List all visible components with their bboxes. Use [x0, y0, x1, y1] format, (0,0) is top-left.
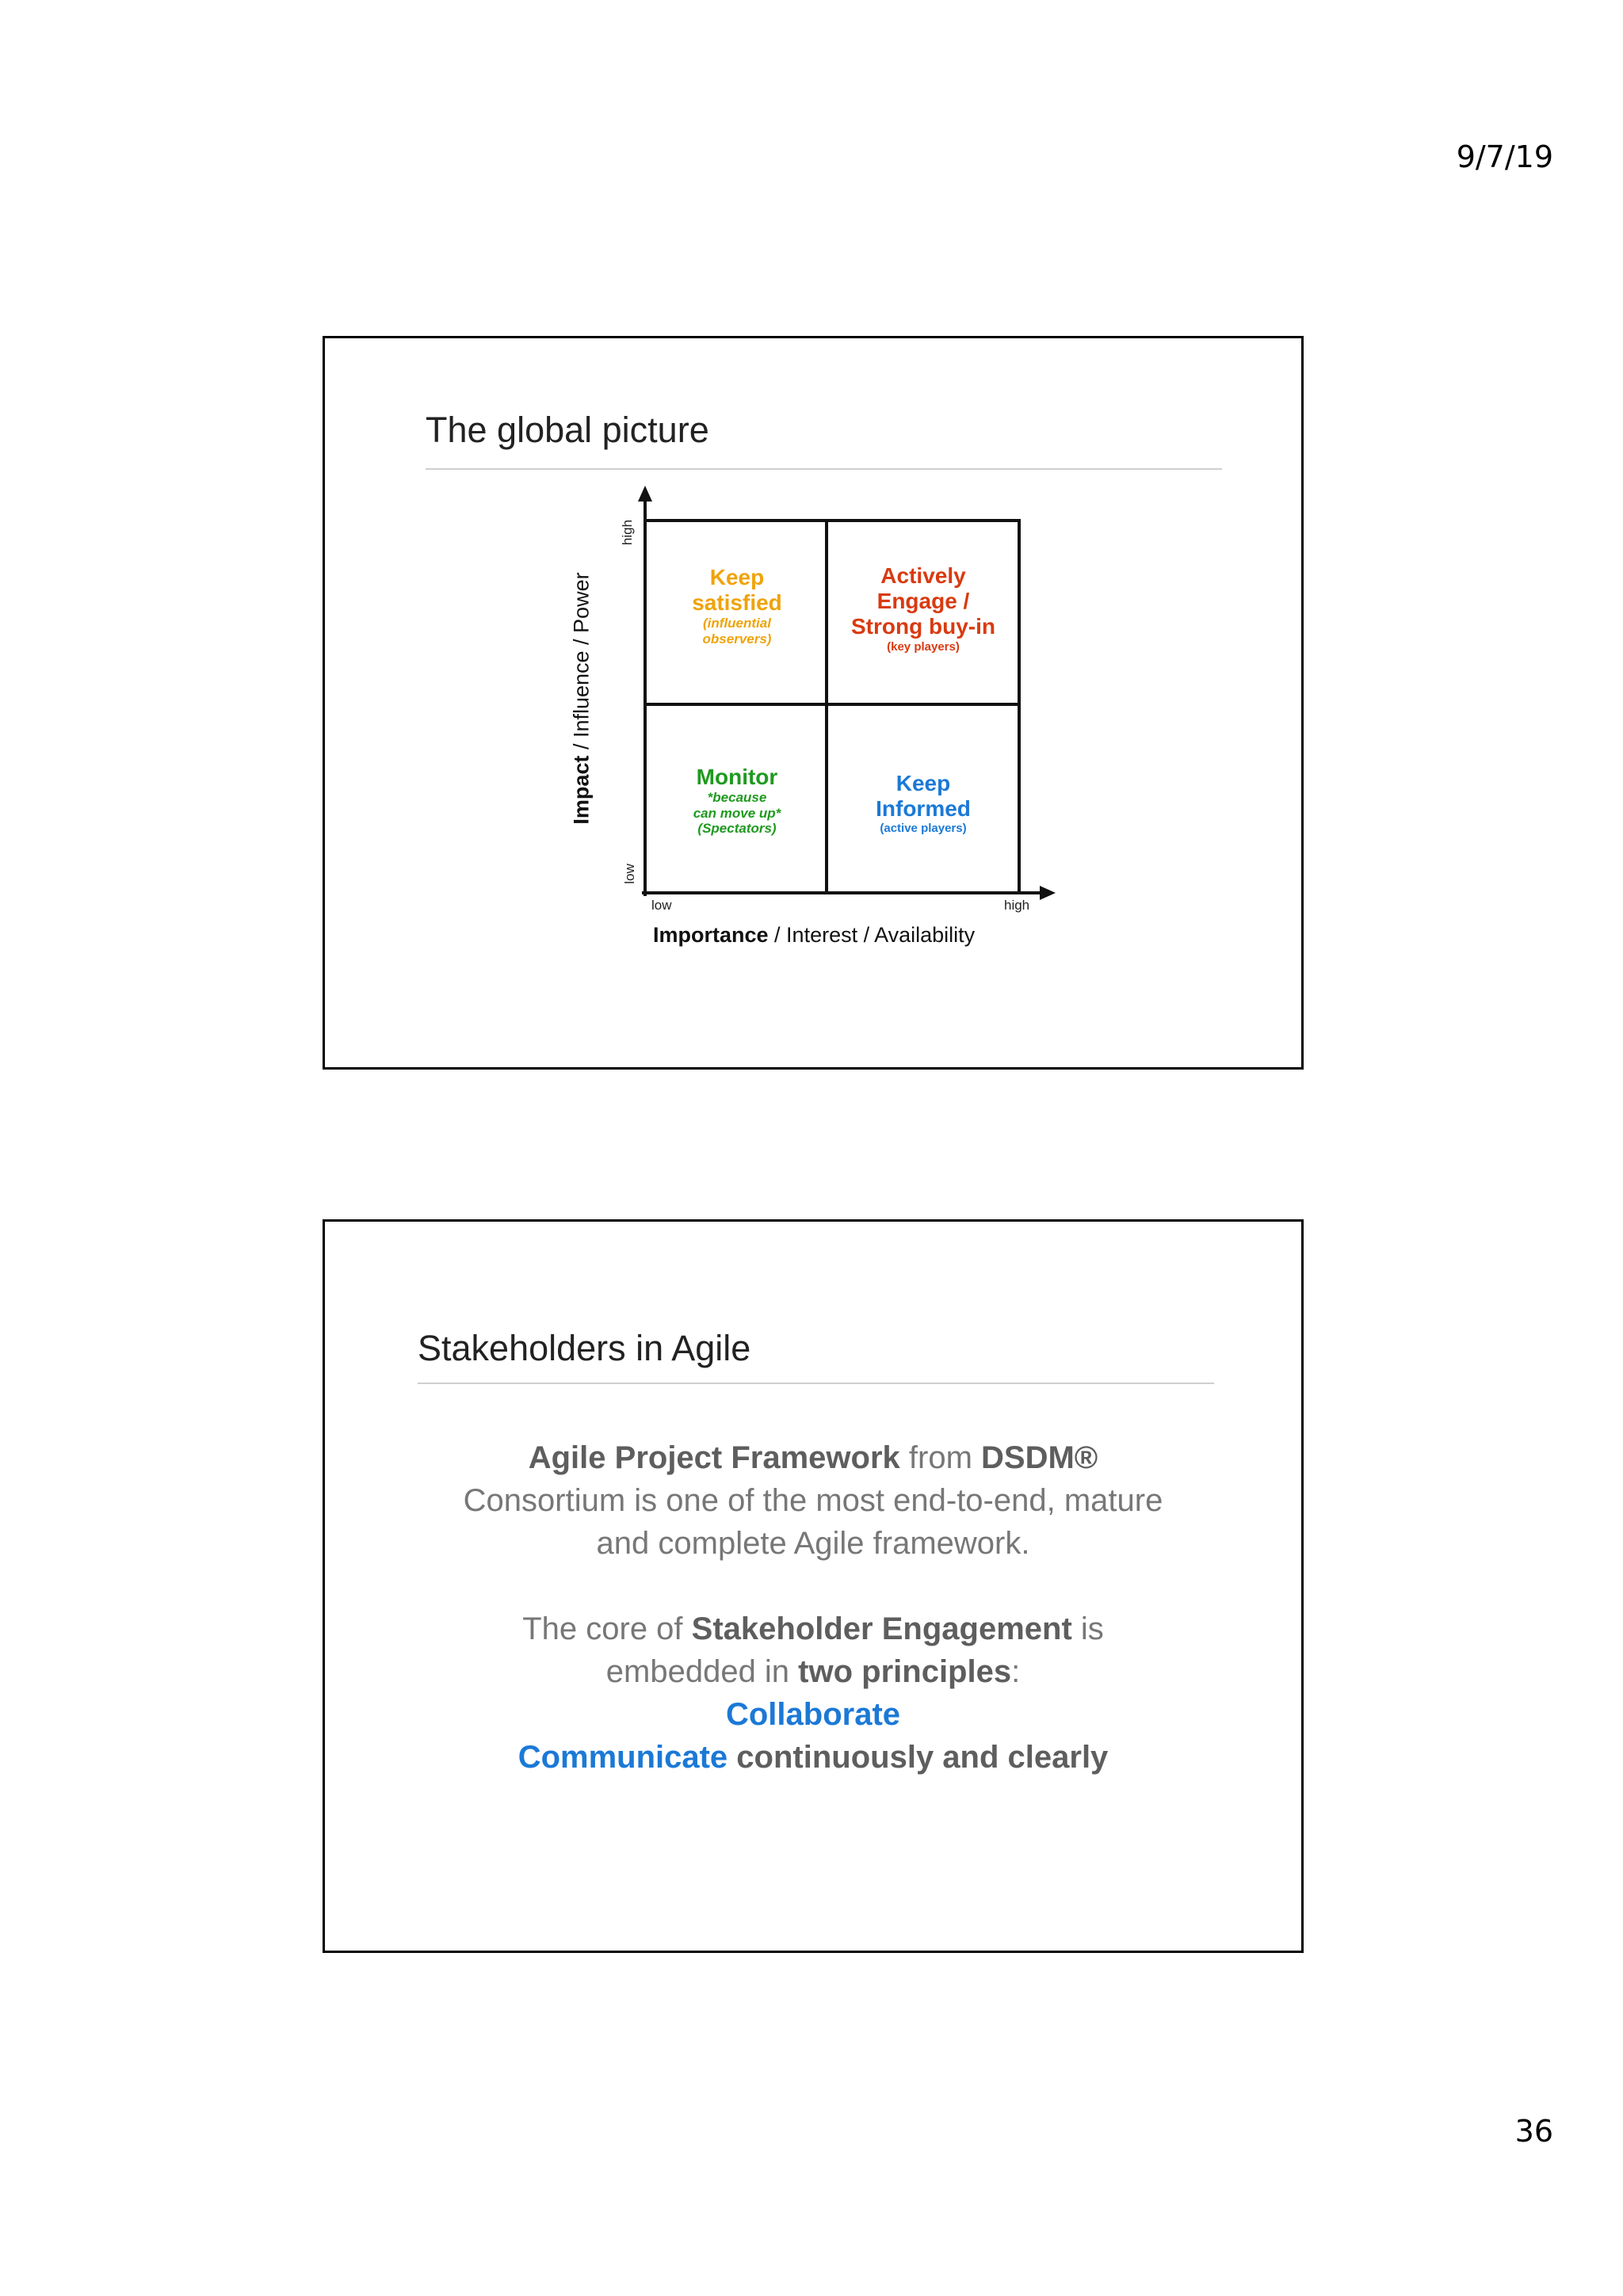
y-axis-low-label: low — [621, 864, 637, 884]
y-axis-high-label: high — [620, 519, 636, 546]
page-date: 9/7/19 — [1456, 139, 1553, 174]
x-axis-high-label: high — [1004, 898, 1030, 913]
principle-communicate — [325, 1736, 1301, 1779]
text-fragment: : — [1011, 1654, 1021, 1689]
framework-line-2: Consortium is one of the most end-to-end, mature — [463, 1483, 1163, 1518]
quadrant-subtitle-line: (Spectators) — [697, 821, 777, 837]
title-divider — [418, 1383, 1214, 1384]
quadrant-title-line: Strong buy-in — [851, 614, 995, 639]
quadrant-title-line: satisfied — [692, 590, 782, 616]
slide-global-picture — [323, 336, 1304, 1070]
x-axis-title-rest: / Interest / Availability — [768, 923, 976, 947]
quadrant-subtitle-line: (key players) — [887, 639, 960, 654]
text-fragment: from — [899, 1440, 982, 1475]
slide-title: The global picture — [426, 410, 709, 450]
quadrant-actively-engage — [829, 563, 1018, 654]
principle-collaborate: Collaborate — [725, 1697, 901, 1732]
principles-line-2 — [325, 1650, 1301, 1693]
text-fragment: The core of — [522, 1611, 692, 1646]
text-fragment: is — [1071, 1611, 1104, 1646]
quadrant-monitor — [650, 765, 824, 837]
quadrant-title-line: Keep — [709, 565, 765, 589]
quadrant-keep-satisfied — [650, 565, 824, 646]
quadrant-keep-informed — [829, 771, 1018, 836]
x-axis-title-bold: Importance — [653, 923, 769, 947]
communicate-rest: continuously and clearly — [727, 1740, 1109, 1775]
page-number: 36 — [1514, 2114, 1553, 2149]
framework-line-3: and complete Agile framework. — [596, 1526, 1030, 1561]
dsdm-name: DSDM® — [981, 1440, 1098, 1475]
slide-stakeholders-in-agile — [323, 1219, 1304, 1953]
text-fragment: embedded in — [605, 1654, 799, 1689]
y-axis-title — [570, 568, 594, 830]
y-axis-title-bold: Impact — [569, 755, 594, 825]
quadrant-title-line: Actively — [880, 563, 966, 588]
quadrant-subtitle-line: observers) — [702, 631, 772, 646]
x-axis-title — [653, 923, 975, 948]
quadrant-subtitle-line: (influential — [703, 616, 771, 631]
principles-line-1 — [325, 1608, 1301, 1650]
two-principles-term: two principles — [798, 1654, 1012, 1689]
quadrant-subtitle-line: (active players) — [880, 822, 967, 836]
principles-paragraph — [325, 1608, 1301, 1779]
quadrant-title-line: Engage / — [876, 589, 970, 614]
quadrant-title-line: Informed — [876, 796, 971, 822]
framework-paragraph — [325, 1436, 1301, 1565]
quadrant-title-line: Monitor — [696, 765, 778, 789]
slide-title: Stakeholders in Agile — [418, 1328, 751, 1368]
communicate-term: Communicate — [517, 1740, 728, 1775]
stakeholder-engagement-term: Stakeholder Engagement — [691, 1611, 1072, 1646]
y-axis-arrowhead — [638, 486, 652, 502]
framework-name: Agile Project Framework — [528, 1440, 900, 1475]
stakeholder-matrix — [325, 338, 1306, 1072]
quadrant-subtitle-line: *because — [707, 790, 767, 806]
y-axis-title-rest: / Influence / Power — [569, 572, 594, 756]
quadrant-title-line: Keep — [896, 771, 951, 795]
x-axis-low-label: low — [651, 898, 672, 913]
framework-line-1 — [325, 1436, 1301, 1479]
x-axis-arrowhead — [1040, 886, 1056, 900]
quadrant-subtitle-line: can move up* — [693, 805, 781, 821]
